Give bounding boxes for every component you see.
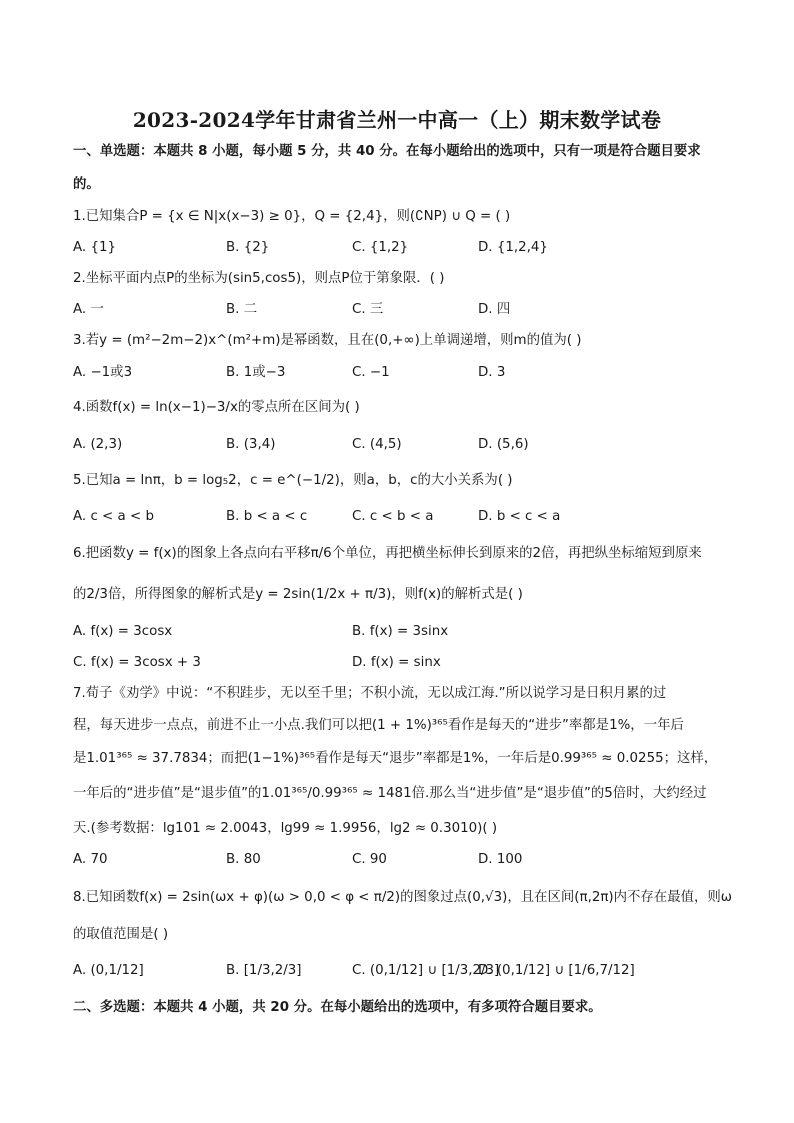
q7-stem-line4: 一年后的“进步值”是“退步值”的1.01³⁶⁵/0.99³⁶⁵ ≈ 1481倍.那么当“进步值”是“退步值”的5倍时，大约经过 — [73, 786, 707, 801]
q6-option-c: C. f(x) = 3cosx + 3 — [73, 655, 201, 670]
q8-stem-line1: 8.已知函数f(x) = 2sin(ωx + φ)(ω > 0,0 < φ < π/2)的图象过点(0,√3)，且在区间(π,2π)内不存在最值，则ω — [73, 890, 732, 905]
section1-instruction-line1: 一、单选题：本题共 8 小题，每小题 5 分，共 40 分。在每小题给出的选项中，只有一项是符合题目要求 — [73, 144, 701, 159]
q5-option-b: B. b < a < c — [226, 509, 308, 524]
q3-option-d: D. 3 — [478, 365, 506, 380]
q5-stem: 5.已知a = lnπ，b = log₅2，c = e^(−1/2)，则a，b，c的大小关系为( ) — [73, 473, 513, 488]
q2-stem: 2.坐标平面内点P的坐标为(sin5,cos5)，则点P位于第象限．( ) — [73, 271, 445, 286]
q4-option-a: A. (2,3) — [73, 437, 123, 452]
q8-option-b: B. [1/3,2/3] — [226, 963, 302, 978]
section2-instruction: 二、多选题：本题共 4 小题，共 20 分。在每小题给出的选项中，有多项符合题目要求。 — [73, 1000, 602, 1015]
q7-option-b: B. 80 — [226, 852, 261, 867]
q7-stem-line1: 7.荀子《劝学》中说：“不积跬步，无以至千里；不积小流，无以成江海.”所以说学习是日积月累的过 — [73, 686, 667, 701]
q7-stem-line5: 天.(参考数据：lg101 ≈ 2.0043，lg99 ≈ 1.9956，lg2 ≈ 0.3010)( ) — [73, 821, 498, 836]
q8-stem-line2: 的取值范围是( ) — [73, 927, 169, 942]
q4-option-b: B. (3,4) — [226, 437, 276, 452]
q5-option-c: C. c < b < a — [352, 509, 434, 524]
exam-title: 2023-2024学年甘肃省兰州一中高一（上）期末数学试卷 — [132, 108, 662, 132]
q6-stem-line2: 的2/3倍，所得图象的解析式是y = 2sin(1/2x + π/3)，则f(x)的解析式是( ) — [73, 587, 523, 602]
q1-stem: 1.已知集合P = {x ∈ N|x(x−3) ≥ 0}，Q = {2,4}，则(∁NP) ∪ Q = ( ) — [73, 209, 511, 224]
q5-option-d: D. b < c < a — [478, 509, 561, 524]
q1-option-a: A. {1} — [73, 240, 116, 255]
q3-option-a: A. −1或3 — [73, 365, 133, 380]
q7-option-c: C. 90 — [352, 852, 387, 867]
q6-option-a: A. f(x) = 3cosx — [73, 624, 173, 639]
q2-option-d: D. 四 — [478, 302, 511, 317]
q3-option-c: C. −1 — [352, 365, 390, 380]
q8-option-c: C. (0,1/12] ∪ [1/3,2/3] — [352, 963, 500, 978]
q2-option-b: B. 二 — [226, 302, 258, 317]
q4-option-d: D. (5,6) — [478, 437, 529, 452]
q8-option-d: D. (0,1/12] ∪ [1/6,7/12] — [478, 963, 635, 978]
q1-option-b: B. {2} — [226, 240, 270, 255]
q4-option-c: C. (4,5) — [352, 437, 402, 452]
q3-stem: 3.若y = (m²−2m−2)x^(m²+m)是幂函数，且在(0,+∞)上单调递增，则m的值为( ) — [73, 333, 582, 348]
q1-option-d: D. {1,2,4} — [478, 240, 548, 255]
q2-option-c: C. 三 — [352, 302, 384, 317]
q2-option-a: A. 一 — [73, 302, 104, 317]
q1-option-c: C. {1,2} — [352, 240, 409, 255]
q7-stem-line3: 是1.01³⁶⁵ ≈ 37.7834；而把(1−1%)³⁶⁵看作是每天“退步”率都是1%，一年后是0.99³⁶⁵ ≈ 0.0255；这样， — [73, 751, 718, 766]
q6-stem-line1: 6.把函数y = f(x)的图象上各点向右平移π/6个单位，再把横坐标伸长到原来的2倍，再把纵坐标缩短到原来 — [73, 546, 702, 561]
q7-option-a: A. 70 — [73, 852, 108, 867]
q7-option-d: D. 100 — [478, 852, 523, 867]
q7-stem-line2: 程，每天进步一点点，前进不止一小点.我们可以把(1 + 1%)³⁶⁵看作是每天的“进步”率都是1%，一年后 — [73, 718, 684, 733]
q4-stem: 4.函数f(x) = ln(x−1)−3/x的零点所在区间为( ) — [73, 400, 360, 415]
q5-option-a: A. c < a < b — [73, 509, 154, 524]
section1-instruction-line2: 的。 — [73, 177, 100, 192]
q8-option-a: A. (0,1/12] — [73, 963, 144, 978]
q6-option-d: D. f(x) = sinx — [352, 655, 441, 670]
q6-option-b: B. f(x) = 3sinx — [352, 624, 449, 639]
q3-option-b: B. 1或−3 — [226, 365, 286, 380]
